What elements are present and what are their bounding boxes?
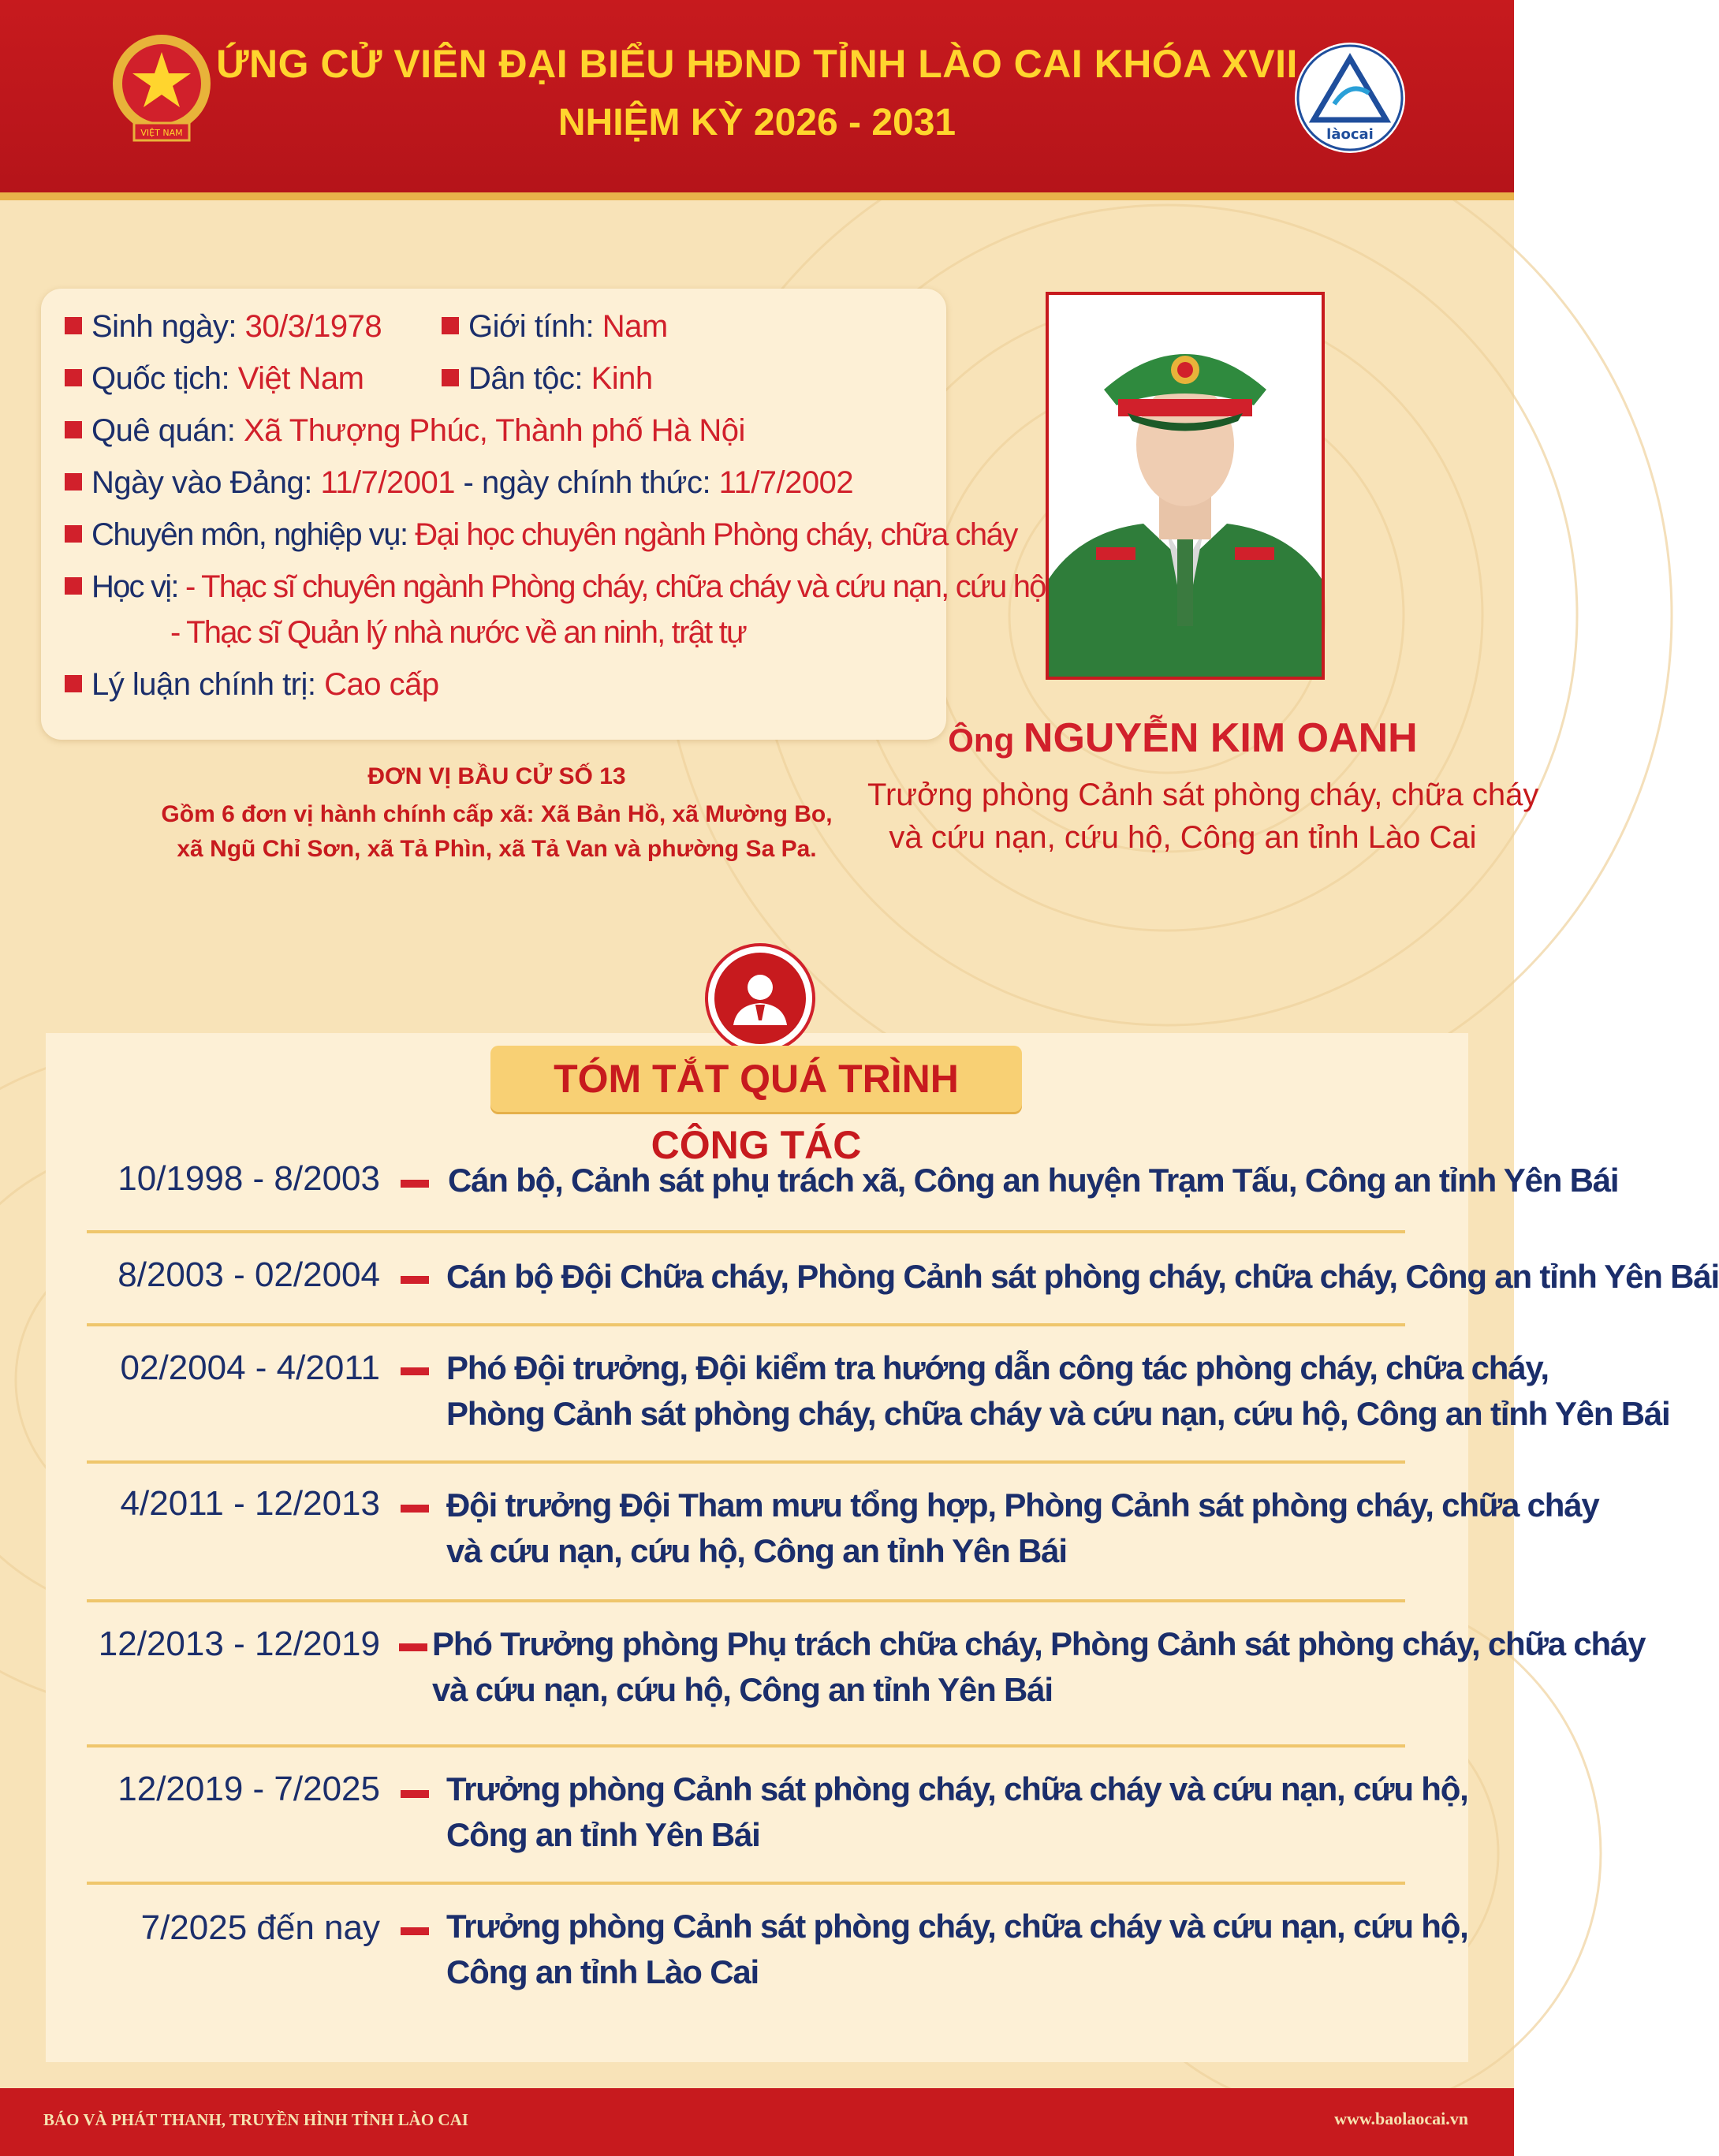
info-nationality: Quốc tịch: Việt Nam <box>65 361 364 397</box>
candidate-portrait <box>1046 292 1325 680</box>
career-desc: Trưởng phòng Cảnh sát phòng cháy, chữa cháy và cứu nạn, cứu hộ, <box>446 1908 1468 1945</box>
divider <box>87 1323 1405 1326</box>
divider <box>87 1744 1405 1748</box>
info-gender: Giới tính: Nam <box>442 309 668 345</box>
baolaocai-logo-icon <box>1293 41 1408 155</box>
header-banner <box>0 0 1514 192</box>
info-ethnicity: Dân tộc: Kinh <box>442 361 653 397</box>
svg-text:làocai: làocai <box>1326 126 1374 143</box>
career-desc: Phó Đội trưởng, Đội kiểm tra hướng dẫn công tác phòng cháy, chữa cháy, <box>446 1349 1549 1386</box>
dash-icon <box>401 1505 429 1513</box>
info-politics: Lý luận chính trị: Cao cấp <box>65 667 439 703</box>
dash-icon <box>401 1180 429 1188</box>
info-hometown: Quê quán: Xã Thượng Phúc, Thành phố Hà Nội <box>65 413 745 449</box>
bullet-icon <box>65 525 82 543</box>
career-desc-line2: Công an tỉnh Lào Cai <box>446 1953 759 1990</box>
career-period: 7/2025 đến nay <box>140 1908 380 1947</box>
career-desc-line2: Phòng Cảnh sát phòng cháy, chữa cháy và cứu nạn, cứu hộ, Công an tỉnh Yên Bái <box>446 1395 1670 1432</box>
bullet-icon <box>65 369 82 386</box>
career-section-title: TÓM TẮT QUÁ TRÌNH CÔNG TÁC <box>490 1046 1022 1112</box>
dash-icon <box>401 1367 429 1375</box>
constituency-title: ĐƠN VỊ BẦU CỬ SỐ 13 <box>367 763 626 789</box>
dash-icon <box>401 1790 429 1798</box>
divider <box>87 1882 1405 1885</box>
page-subtitle: NHIỆM KỲ 2026 - 2031 <box>557 102 956 144</box>
info-degree: Học vị: - Thạc sĩ chuyên ngành Phòng cháy, chữa cháy và cứu nạn, cứu hộ <box>65 569 1046 605</box>
dash-icon <box>401 1927 429 1935</box>
career-desc: Trưởng phòng Cảnh sát phòng cháy, chữa cháy và cứu nạn, cứu hộ, <box>446 1770 1468 1807</box>
career-desc: Đội trưởng Đội Tham mưu tổng hợp, Phòng Cảnh sát phòng cháy, chữa cháy <box>446 1486 1599 1524</box>
career-period: 4/2011 - 12/2013 <box>120 1484 380 1523</box>
bullet-icon <box>65 473 82 491</box>
career-period: 12/2019 - 7/2025 <box>117 1770 380 1808</box>
info-degree-2: - Thạc sĩ Quản lý nhà nước về an ninh, trật tự <box>170 615 746 650</box>
career-period: 02/2004 - 4/2011 <box>120 1348 380 1387</box>
divider <box>87 1230 1405 1233</box>
constituency-line2: xã Ngũ Chỉ Sơn, xã Tả Phìn, xã Tả Van và phường Sa Pa. <box>177 836 817 862</box>
footer-publisher: BÁO VÀ PHÁT THANH, TRUYỀN HÌNH TỈNH LÀO CAI <box>43 2110 468 2129</box>
bullet-icon <box>65 421 82 438</box>
person-icon <box>705 943 815 1054</box>
bullet-icon <box>442 317 459 334</box>
dash-icon <box>401 1276 429 1284</box>
page-title: ỨNG CỬ VIÊN ĐẠI BIỂU HĐND TỈNH LÀO CAI KHÓA XVII <box>216 42 1298 86</box>
candidate-name: Ông NGUYỄN KIM OANH <box>948 715 1418 761</box>
career-desc-line2: và cứu nạn, cứu hộ, Công an tỉnh Yên Bái <box>432 1671 1053 1708</box>
bullet-icon <box>65 577 82 595</box>
svg-text:VIỆT NAM: VIỆT NAM <box>140 128 183 138</box>
career-period: 10/1998 - 8/2003 <box>117 1159 380 1198</box>
career-desc: Phó Trưởng phòng Phụ trách chữa cháy, Phòng Cảnh sát phòng cháy, chữa cháy <box>432 1625 1646 1662</box>
dash-icon <box>399 1643 427 1651</box>
career-period: 12/2013 - 12/2019 <box>98 1624 380 1663</box>
bullet-icon <box>65 675 82 692</box>
info-major: Chuyên môn, nghiệp vụ: Đại học chuyên ngành Phòng cháy, chữa cháy <box>65 517 1017 553</box>
career-period: 8/2003 - 02/2004 <box>117 1255 380 1294</box>
bullet-icon <box>442 369 459 386</box>
candidate-position-line2: và cứu nạn, cứu hộ, Công an tỉnh Lào Cai <box>889 820 1477 855</box>
header-divider <box>0 192 1514 200</box>
career-desc: Cán bộ Đội Chữa cháy, Phòng Cảnh sát phòng cháy, chữa cháy, Công an tỉnh Yên Bái <box>446 1258 1719 1295</box>
bullet-icon <box>65 317 82 334</box>
info-dob: Sinh ngày: 30/3/1978 <box>65 309 382 345</box>
info-party: Ngày vào Đảng: 11/7/2001 - ngày chính thức: 11/7/2002 <box>65 465 853 501</box>
career-desc-line2: Công an tỉnh Yên Bái <box>446 1816 760 1853</box>
career-desc-line2: và cứu nạn, cứu hộ, Công an tỉnh Yên Bái <box>446 1532 1067 1569</box>
footer-website-link[interactable]: www.baolaocai.vn <box>1334 2109 1468 2128</box>
career-desc: Cán bộ, Cảnh sát phụ trách xã, Công an huyện Trạm Tấu, Công an tỉnh Yên Bái <box>448 1162 1619 1199</box>
candidate-position-line1: Trưởng phòng Cảnh sát phòng cháy, chữa cháy <box>867 778 1539 812</box>
constituency-line1: Gồm 6 đơn vị hành chính cấp xã: Xã Bản Hồ, xã Mường Bo, <box>161 801 833 827</box>
divider <box>87 1599 1405 1602</box>
divider <box>87 1460 1405 1464</box>
